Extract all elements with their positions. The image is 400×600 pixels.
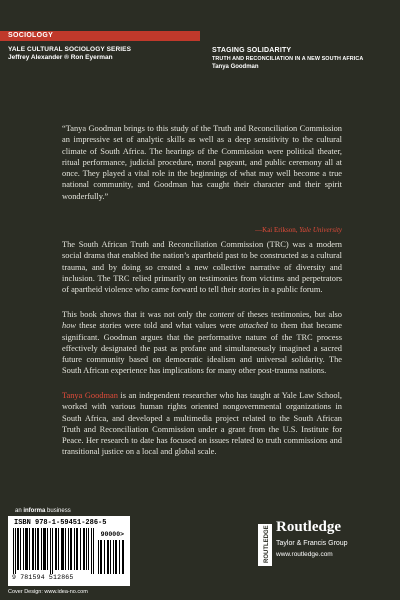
series-block [8,46,131,62]
description-paragraph-1 [62,239,342,295]
isbn-label: ISBN 978-1-59451-286-5 [14,519,107,527]
description-paragraph-2 [62,309,342,377]
author-bio-text: Tanya Goodman is an independent researcher who has taught at Yale Law School, worked with various human rights oriented nongovernmental organizations in South Africa, and developed a multimedia project related to the South African Truth and Reconciliation Commission under a grant from the U.S. Institute for Peace. Her research to date has focused on issues related to truth commissions and transitional justice on a local and global scale. [62,391,342,457]
author-bio-name: Tanya Goodman [62,391,118,400]
book-author: Tanya Goodman [212,64,259,70]
attribution-name: —Kai Erikson, [255,226,298,234]
description-text-2: This book shows that it was not only the content of theses testimonies, but also how these stories were told and what values were attached to them that became significant. Goodman argues that the performative nature of the TRC process effectively designated the past as profane and simultaneously imagined a sacred future community based on democratic idealism and universal solidarity. The South African experience has implications for many other post-trauma nations. [62,310,342,376]
svg-text:ROUTLEDGE: ROUTLEDGE [264,525,270,563]
series-name: YALE CULTURAL SOCIOLOGY SERIES [8,46,132,53]
endorsement-quote [62,123,342,202]
publisher-name: Routledge [276,519,341,535]
quote-attribution [200,226,342,234]
publisher-group: Taylor & Francis Group [276,540,348,547]
publisher-url[interactable]: www.routledge.com [276,551,333,558]
attribution-affiliation: Yale University [299,226,342,234]
barcode [8,516,130,586]
informa-note: an informa business [15,508,71,514]
subject-label: SOCIOLOGY [8,32,54,39]
routledge-logo-icon [258,524,272,566]
quote-text: “Tanya Goodman brings to this study of the Truth and Reconciliation Commission an impressive set of analytic skills as well as a deep sensitivity to the cultural climate of South Africa. The hearings of the Commission were political theater, ritual performance, judicial procedure, moral pageant, and public ceremony all at once. They played a vital role in the beginnings of what may well become a true national community, and Goodman has caught their character and their spirit wonderfully.” [62,124,342,201]
barcode-digits: 9 781594 512865 [12,574,74,581]
cover-design-credit: Cover Design: www.idea-no.com [8,589,88,595]
subject-bar [0,31,200,41]
title-block [212,46,363,72]
barcode-bars [13,528,95,574]
book-title: STAGING SOLIDARITY [212,47,292,54]
price-code: 90000> [100,531,124,538]
addon-barcode-bars [98,540,126,574]
description-text-1: The South African Truth and Reconciliation Commission (TRC) was a modern social drama that enabled the nation’s apartheid past to be constructed as a cultural trauma, and by doing so created a new collective narrative of diversity and inclusion. The TRC relied primarily on testimonies from victims and perpetrators of apartheid violence who came forward to tell their stories in a public forum. [62,240,342,295]
book-subtitle: TRUTH AND RECONCILIATION IN A NEW SOUTH AFRICA [212,56,364,62]
series-editors: Jeffrey Alexander ® Ron Eyerman [8,54,113,61]
author-bio [62,390,342,458]
